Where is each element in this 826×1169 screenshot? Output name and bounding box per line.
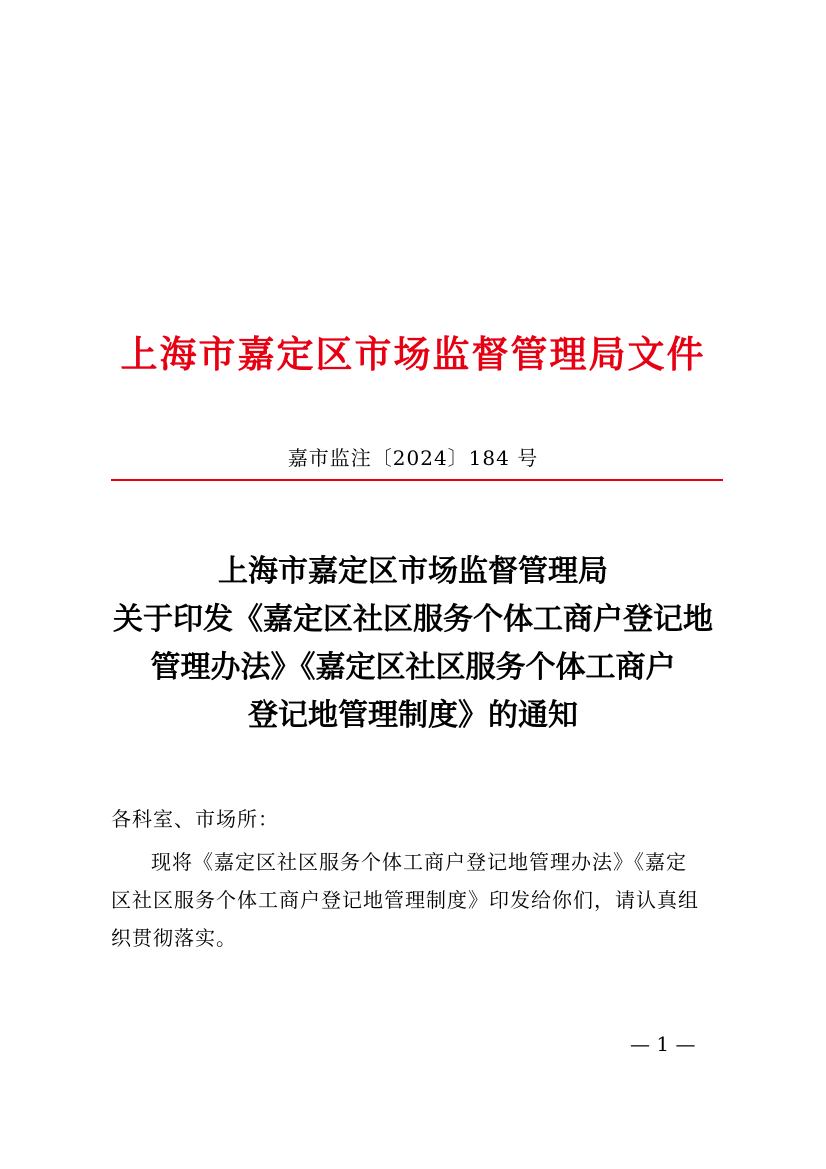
page-number: — 1 —: [630, 1032, 696, 1056]
body-paragraph: [111, 843, 723, 957]
body-paragraph-line: 区社区服务个体工商户登记地管理制度》印发给你们，请认真组: [111, 888, 699, 912]
notice-title-line: 管理办法》《嘉定区社区服务个体工商户: [150, 650, 676, 685]
red-separator-line: [111, 479, 723, 481]
notice-title-line: 关于印发《嘉定区社区服务个体工商户登记地: [113, 602, 713, 637]
issuer-header-title: 上海市嘉定区市场监督管理局文件: [120, 332, 706, 376]
notice-title-line: 上海市嘉定区市场监督管理局: [218, 554, 608, 589]
body-paragraph-line: 织贯彻落实。: [111, 926, 237, 950]
body-paragraph-line: 现将《嘉定区社区服务个体工商户登记地管理办法》《嘉定: [151, 850, 687, 874]
notice-title: [0, 548, 826, 740]
notice-title-line: 登记地管理制度》的通知: [248, 698, 578, 733]
salutation: 各科室、市场所：: [111, 807, 279, 831]
document-number: 嘉市监注〔2024〕184 号: [287, 446, 539, 470]
